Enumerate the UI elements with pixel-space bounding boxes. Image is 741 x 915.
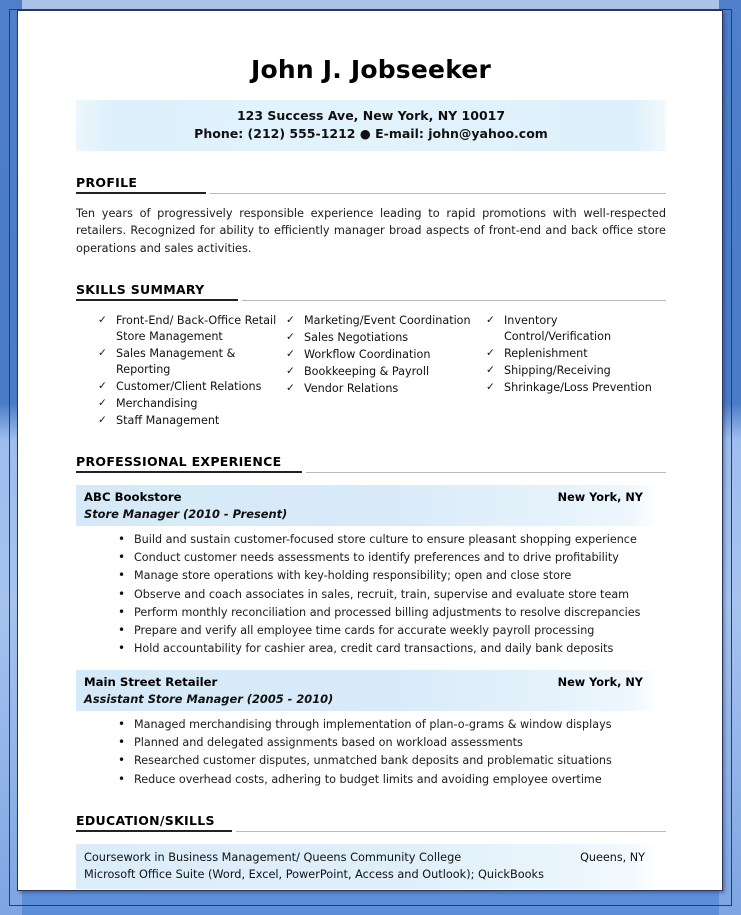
skill-item-label: Sales Negotiations <box>304 331 409 345</box>
skills-column-1 <box>76 313 286 430</box>
heading-rule-dark <box>76 830 232 832</box>
check-icon: ✓ <box>486 381 495 394</box>
job-bullet: • Conduct customer needs assessments to identify preferences and to drive profitability <box>118 549 666 567</box>
job-bullet: • Build and sustain customer-focused store culture to ensure pleasant shopping experience <box>118 531 666 549</box>
skill-item <box>286 313 478 329</box>
skills-column-2 <box>286 313 486 430</box>
heading-rule-light <box>306 472 666 473</box>
skill-item <box>98 313 278 345</box>
skill-item <box>286 330 478 346</box>
job-location: New York, NY <box>557 491 643 505</box>
section-heading-education-label: EDUCATION/SKILLS <box>76 812 215 828</box>
job-company-name: Main Street Retailer <box>84 675 218 690</box>
skill-item-label: Shrinkage/Loss Prevention <box>504 381 652 395</box>
section-heading-profile-label: PROFILE <box>76 174 138 190</box>
section-heading-skills-label: SKILLS SUMMARY <box>76 282 205 298</box>
skill-item <box>286 381 478 397</box>
skill-item-label: Customer/Client Relations <box>116 380 262 394</box>
heading-rule-dark <box>76 192 206 194</box>
section-skills-summary <box>76 282 666 430</box>
skill-item-label: Front-End/ Back-Office Retail Store Management <box>116 314 277 344</box>
heading-rule-dark <box>76 299 238 301</box>
section-heading-skills <box>76 282 666 301</box>
skills-column-3 <box>486 313 666 430</box>
skill-item <box>286 364 478 380</box>
check-icon: ✓ <box>286 348 295 361</box>
job-company-name: ABC Bookstore <box>84 490 182 505</box>
page-title: John J. Jobseeker <box>250 55 492 84</box>
skill-item-label: Staff Management <box>116 414 220 428</box>
section-professional-experience <box>76 454 666 789</box>
skill-item <box>486 380 658 396</box>
skill-item-label: Merchandising <box>116 397 198 411</box>
check-icon: ✓ <box>286 331 295 344</box>
resume-page <box>17 10 723 891</box>
skill-item-label: Workflow Coordination <box>304 348 431 362</box>
heading-rule-light <box>236 831 666 832</box>
job-bullet: • Perform monthly reconciliation and processed billing adjustments to resolve discrepancies <box>118 604 666 622</box>
check-icon: ✓ <box>98 380 107 393</box>
job-header-band <box>76 485 659 526</box>
job-entry <box>76 670 666 789</box>
skill-item <box>98 396 278 412</box>
job-title-row <box>84 675 649 689</box>
contact-info-band <box>76 100 666 151</box>
job-bullet: • Reduce overhead costs, adhering to budget limits and avoiding employee overtime <box>118 771 666 789</box>
job-bullet: • Researched customer disputes, unmatched bank deposits and problematic situations <box>118 752 666 770</box>
check-icon: ✓ <box>286 382 295 395</box>
check-icon: ✓ <box>98 414 107 427</box>
job-bullet: • Hold accountability for cashier area, credit card transactions, and daily bank deposits <box>118 640 666 658</box>
job-list <box>76 485 666 789</box>
section-heading-experience-label: PROFESSIONAL EXPERIENCE <box>76 454 282 470</box>
heading-rule-light <box>210 193 666 194</box>
skill-item <box>486 313 658 345</box>
job-location: New York, NY <box>557 676 643 690</box>
job-title-row <box>84 490 649 504</box>
skill-item-label: Marketing/Event Coordination <box>304 314 471 328</box>
skill-item <box>98 379 278 395</box>
education-location: Queens, NY <box>580 850 645 864</box>
skill-item <box>286 347 478 363</box>
check-icon: ✓ <box>486 364 495 377</box>
job-bullet: • Prepare and verify all employee time cards for accurate weekly payroll processing <box>118 622 666 640</box>
section-education-skills <box>76 813 666 889</box>
section-heading-education <box>76 813 666 832</box>
skill-item <box>486 363 658 379</box>
section-heading-profile <box>76 175 666 194</box>
skill-item <box>98 413 278 429</box>
skill-item-label: Replenishment <box>504 347 588 361</box>
skill-item-label: Shipping/Receiving <box>504 364 611 378</box>
skill-item-label: Vendor Relations <box>304 382 399 396</box>
job-bullet: • Managed merchandising through implementation of plan-o-grams & window displays <box>118 716 666 734</box>
check-icon: ✓ <box>286 365 295 378</box>
job-header-band <box>76 670 659 711</box>
job-bullet: • Planned and delegated assignments based on workload assessments <box>118 734 666 752</box>
check-icon: ✓ <box>486 314 495 327</box>
check-icon: ✓ <box>98 314 107 327</box>
job-role-and-dates: Store Manager (2010 - Present) <box>84 507 288 522</box>
skill-item-label: Sales Management & Reporting <box>116 347 236 377</box>
job-role-and-dates: Assistant Store Manager (2005 - 2010) <box>84 692 334 707</box>
job-entry <box>76 485 666 658</box>
skill-item-label: Bookkeeping & Payroll <box>304 365 430 379</box>
job-bullet: • Manage store operations with key-holding responsibility; open and close store <box>118 567 666 585</box>
job-bullet: • Observe and coach associates in sales, recruit, train, supervise and evaluate store team <box>118 586 666 604</box>
job-bullet-list <box>76 716 666 789</box>
check-icon: ✓ <box>486 347 495 360</box>
heading-rule-dark <box>76 471 302 473</box>
skill-item <box>98 346 278 378</box>
check-icon: ✓ <box>98 347 107 360</box>
contact-address: 123 Success Ave, New York, NY 10017 <box>236 108 506 123</box>
contact-phone-email: Phone: (212) 555-1212 ● E-mail: john@yahoo.com <box>194 125 548 141</box>
check-icon: ✓ <box>98 397 107 410</box>
check-icon: ✓ <box>286 314 295 327</box>
education-software-skills: Microsoft Office Suite (Word, Excel, PowerPoint, Access and Outlook); QuickBooks <box>84 867 544 881</box>
skills-columns <box>76 313 666 430</box>
skill-item <box>486 346 658 362</box>
profile-paragraph: Ten years of progressively responsible experience leading to rapid promotions with well-respected retailers. Recognized for ability to efficiently manager broad aspects of front-end and back office store operations and sales activities. <box>76 206 666 256</box>
skill-item-label: Inventory Control/Verification <box>504 314 612 344</box>
section-profile <box>76 175 666 259</box>
resume-content <box>18 11 723 891</box>
education-row-primary <box>84 849 649 866</box>
job-bullet-list <box>76 531 666 658</box>
section-heading-experience <box>76 454 666 473</box>
education-coursework: Coursework in Business Management/ Queens Community College <box>84 850 462 864</box>
heading-rule-light <box>242 300 666 301</box>
education-band <box>76 844 659 889</box>
